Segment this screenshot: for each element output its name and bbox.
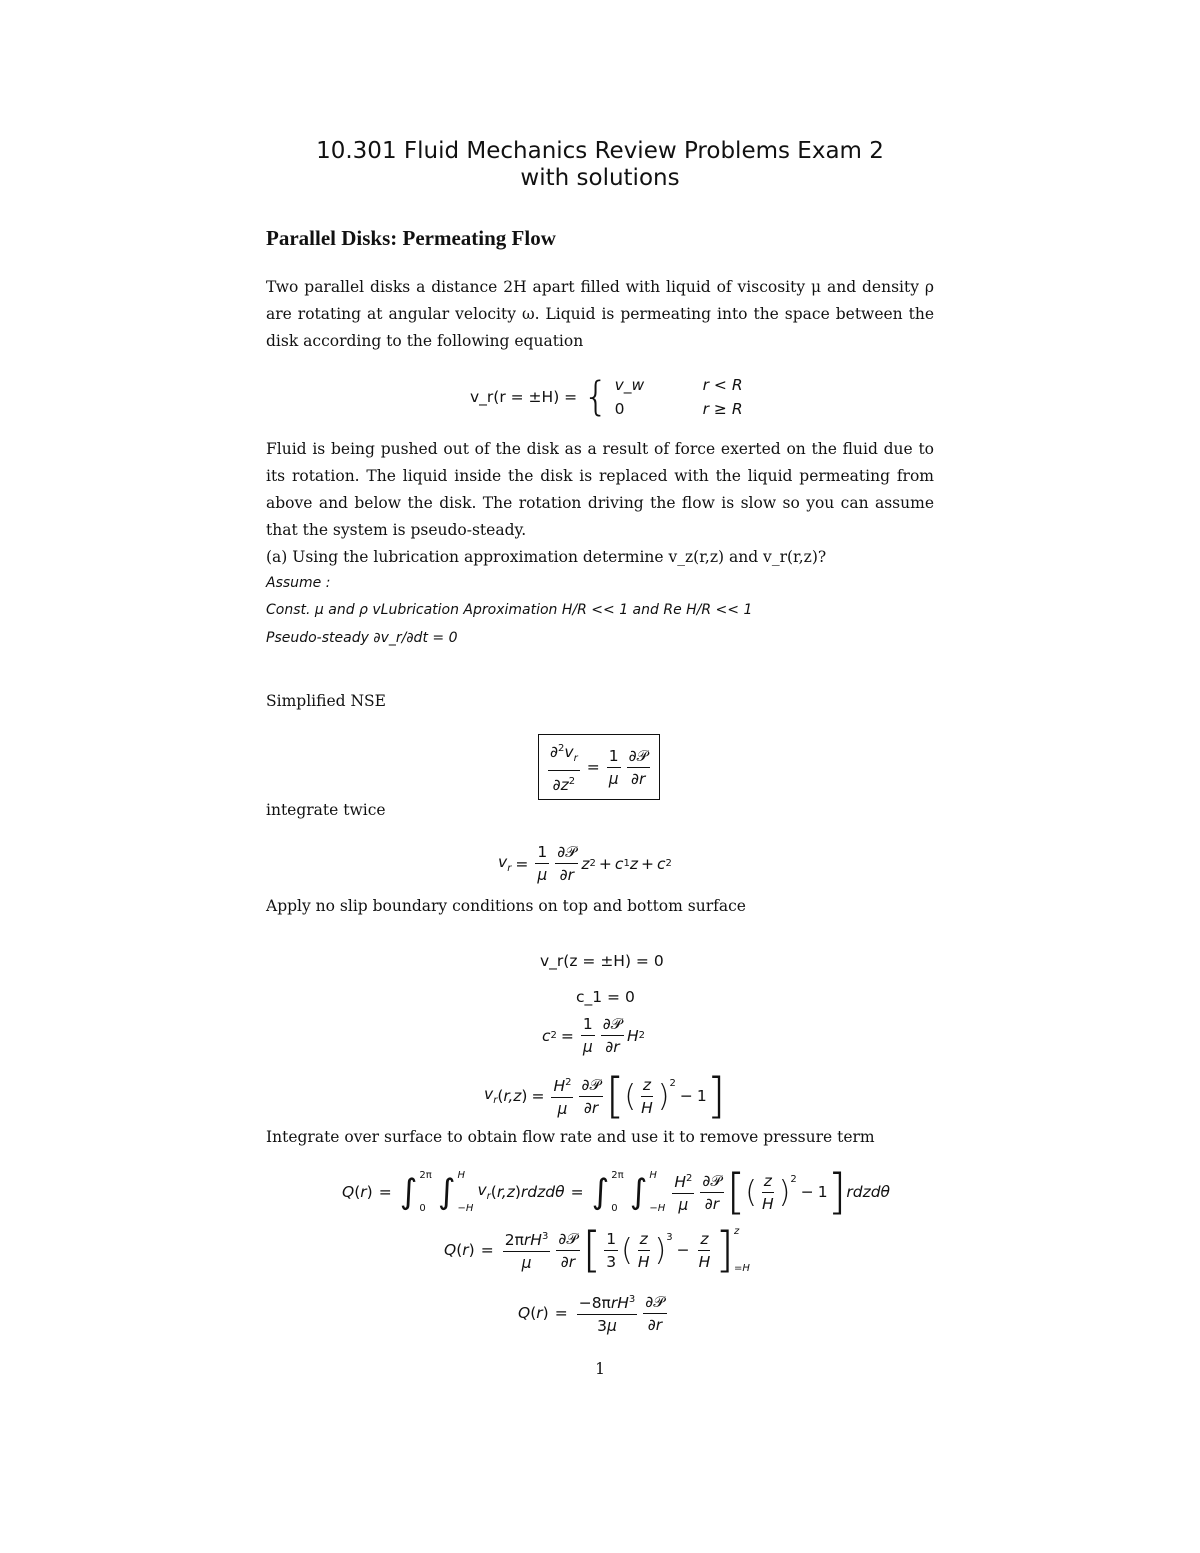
bc-case1-cond: r < R: [702, 376, 743, 394]
bc-equation: [470, 376, 763, 418]
document-title: [0, 138, 1200, 192]
assume-line-2: Pseudo-steady ∂v_r/∂dt = 0: [266, 630, 458, 646]
bc-case2-cond: r ≥ R: [702, 400, 743, 418]
eq-vr-solution: $v_r$ ( r,z ) = $\frac{H^2}{\mu}$ $\frac{\text{∂𝒫}}{\partial r}$ [ ( $\frac{z}{H}$ ) $^2$ − 1 ]: [484, 1068, 726, 1124]
brace-icon: {: [583, 374, 609, 420]
paragraph-2: Fluid is being pushed out of the disk as a result of force exerted on the fluid due to its rotation. The liquid inside the disk is replaced with the liquid permeating from above and below the disk. The rotation driving the flow is slow so you can assume that the system is pseudo-steady.: [266, 440, 934, 539]
integrate-surface-label: Integrate over surface to obtain flow rate and use it to remove pressure term: [266, 1128, 875, 1146]
eq-flow-rate-final: Q ( r ) = $\frac{-8\pi rH^3}{3\mu}$ $\frac{\text{∂𝒫}}{\partial r}$: [518, 1290, 670, 1336]
nse-box: $\frac{\partial^2v_r}{\partial z^2}$ = $\frac{1}{\mu}$ $\frac{\text{∂𝒫}}{\partial r}$: [538, 734, 660, 800]
velocity-general-equation: $v_r$ = $\frac{1}{\mu}$ $\frac{\text{∂𝒫}}{\partial r}$ z 2 + c 1 z + c 2: [498, 843, 672, 884]
assume-label: Assume :: [266, 575, 331, 591]
eq-flow-rate-integral: Q ( r ) = ∫ 2π 0 ∫ H −H $v_r$ ( r,z ) rdzdθ = ∫ 2π 0 ∫ H −H $\frac{H^2}{\mu}$ $\frac{\text{∂𝒫}}{\partial r}$ [ ( $\frac{z}{H}$ ) $^2$ − 1 ] rdzdθ: [342, 1164, 891, 1220]
eq-c2: c 2 = $\frac{1}{\mu}$ $\frac{\text{∂𝒫}}{\partial r}$ H 2: [542, 1015, 646, 1056]
eq-noslip: v_r(z = ±H) = 0: [540, 952, 664, 970]
simplified-nse-label: Simplified NSE: [266, 692, 386, 710]
integrate-twice-label: integrate twice: [266, 801, 386, 819]
bc-lhs: v_r(r = ±H) =: [470, 388, 578, 406]
eq-flow-rate-evaluated: Q ( r ) = $\frac{2\pi rH^3}{\mu}$ $\frac{\text{∂𝒫}}{\partial r}$ [ $\frac{1}{3}$ ( $\frac{z}{H}$ ) $^3$ − $\frac{z}{H}$ ] z =H: [444, 1222, 750, 1278]
eq-c1: c_1 = 0: [576, 988, 635, 1006]
no-slip-label: Apply no slip boundary conditions on top and bottom surface: [266, 897, 746, 915]
intro-paragraph: Two parallel disks a distance 2H apart filled with liquid of viscosity μ and density ρ are rotating at angular velocity ω. Liquid is permeating into the space between the disk according to the following equation: [266, 278, 934, 350]
assume-line-1: Const. μ and ρ vLubrication Aproximation H/R << 1 and Re H/R << 1: [266, 602, 753, 618]
bc-cases: [615, 376, 763, 418]
question-a: (a) Using the lubrication approximation determine v_z(r,z) and v_r(r,z)?: [266, 548, 827, 566]
title-line-2: with solutions: [520, 165, 680, 191]
bc-case1-value: v_w: [614, 376, 645, 394]
title-line-1: 10.301 Fluid Mechanics Review Problems Exam 2: [316, 138, 884, 164]
section-heading: Parallel Disks: Permeating Flow: [266, 226, 556, 250]
nse-equation: [538, 734, 660, 800]
page-number: 1: [595, 1360, 605, 1378]
bc-case2-value: 0: [614, 400, 625, 418]
